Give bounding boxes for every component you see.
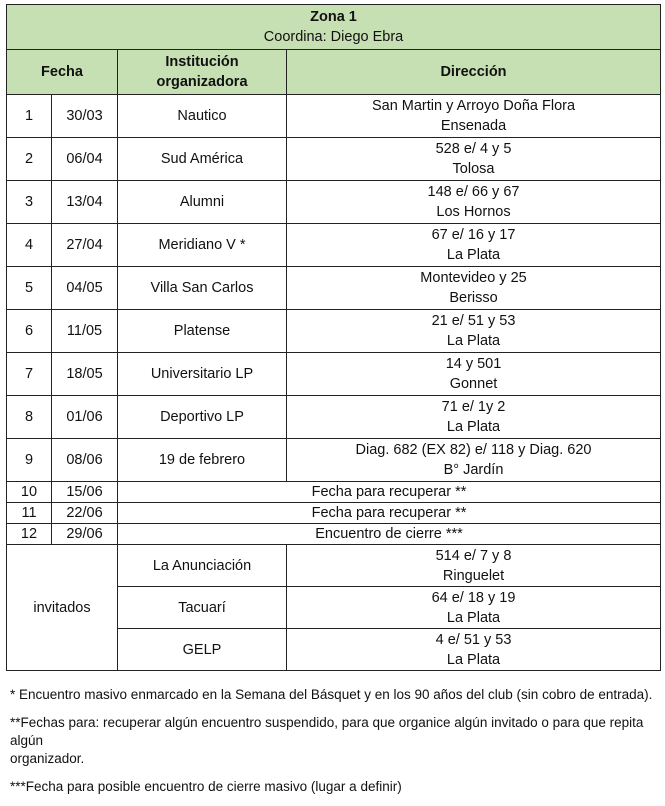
zone-coordinator: Coordina: Diego Ebra	[263, 29, 404, 45]
row-number: 11	[7, 503, 52, 524]
row-number: 7	[7, 353, 52, 396]
special-row	[7, 503, 661, 524]
address-line1: 14 y 501	[445, 356, 502, 372]
address-line2: La Plata	[446, 609, 501, 626]
row-address	[287, 353, 661, 396]
table-row	[7, 396, 661, 439]
address-line2: Tolosa	[452, 161, 495, 177]
row-address	[287, 545, 661, 587]
row-institution: Alumni	[118, 181, 287, 224]
row-date: 01/06	[52, 396, 118, 439]
row-address	[287, 629, 661, 671]
row-number: 9	[7, 439, 52, 482]
footnote-1: * Encuentro masivo enmarcado en la Semana del Básquet y en los 90 años del club (sin cobro de entrada).	[10, 687, 653, 702]
row-address	[287, 439, 661, 482]
row-date: 11/05	[52, 310, 118, 353]
zone-title-cell	[7, 5, 661, 50]
invited-label: invitados	[7, 545, 118, 671]
row-institution: Villa San Carlos	[118, 267, 287, 310]
address-line1: 148 e/ 66 y 67	[427, 184, 520, 200]
table-row	[7, 138, 661, 181]
row-date: 04/05	[52, 267, 118, 310]
row-number: 2	[7, 138, 52, 181]
address-line1: 514 e/ 7 y 8	[435, 547, 512, 564]
address-line1: 528 e/ 4 y 5	[435, 141, 512, 157]
row-institution: Nautico	[118, 95, 287, 138]
row-date: 13/04	[52, 181, 118, 224]
row-date: 27/04	[52, 224, 118, 267]
row-institution: Deportivo LP	[118, 396, 287, 439]
address-line2: Berisso	[449, 290, 498, 306]
header-direccion: Dirección	[287, 50, 661, 95]
row-address	[287, 396, 661, 439]
address-line1: Montevideo y 25	[420, 270, 527, 286]
row-number: 8	[7, 396, 52, 439]
row-address	[287, 224, 661, 267]
zone-title-row	[7, 5, 661, 50]
footnote-2-line2: organizador.	[10, 751, 85, 766]
row-address	[287, 587, 661, 629]
row-address	[287, 267, 661, 310]
row-number: 12	[7, 524, 52, 545]
address-line2: La Plata	[446, 247, 501, 263]
table-row	[7, 267, 661, 310]
table-row	[7, 310, 661, 353]
table-row	[7, 439, 661, 482]
row-number: 3	[7, 181, 52, 224]
zone-title: Zona 1	[310, 9, 357, 25]
header-institucion-line1: Institución	[165, 54, 239, 70]
row-number: 5	[7, 267, 52, 310]
row-institution: Platense	[118, 310, 287, 353]
special-row-text: Encuentro de cierre ***	[118, 524, 661, 545]
special-row	[7, 524, 661, 545]
address-line1: Diag. 682 (EX 82) e/ 118 y Diag. 620	[355, 442, 592, 458]
row-address	[287, 95, 661, 138]
special-row-text: Fecha para recuperar **	[118, 482, 661, 503]
row-date: 29/06	[52, 524, 118, 545]
special-row	[7, 482, 661, 503]
header-institucion-line2: organizadora	[156, 74, 248, 90]
table-row	[7, 224, 661, 267]
row-institution: GELP	[118, 629, 287, 671]
row-date: 30/03	[52, 95, 118, 138]
table-row	[7, 353, 661, 396]
row-date: 06/04	[52, 138, 118, 181]
schedule-table	[6, 4, 661, 671]
row-institution: 19 de febrero	[118, 439, 287, 482]
address-line2: Gonnet	[449, 376, 498, 392]
row-institution: Sud América	[118, 138, 287, 181]
header-fecha: Fecha	[7, 50, 118, 95]
row-number: 1	[7, 95, 52, 138]
row-date: 15/06	[52, 482, 118, 503]
row-institution: Universitario LP	[118, 353, 287, 396]
footnote-2-line1: **Fechas para: recuperar algún encuentro suspendido, para que organice algún invitado o para que repita algún	[10, 715, 644, 748]
address-line2: Ringuelet	[442, 567, 505, 584]
row-date: 08/06	[52, 439, 118, 482]
footnote-2	[10, 714, 660, 768]
row-address	[287, 138, 661, 181]
address-line2: Los Hornos	[436, 204, 511, 220]
footnote-3: ***Fecha para posible encuentro de cierre masivo (lugar a definir)	[10, 779, 402, 794]
address-line1: 21 e/ 51 y 53	[431, 313, 516, 329]
row-date: 18/05	[52, 353, 118, 396]
footnotes	[10, 686, 660, 806]
row-address	[287, 310, 661, 353]
address-line2: La Plata	[446, 419, 501, 435]
row-institution: Meridiano V *	[118, 224, 287, 267]
row-number: 4	[7, 224, 52, 267]
header-row	[7, 50, 661, 95]
row-institution: La Anunciación	[118, 545, 287, 587]
invited-row	[7, 545, 661, 587]
table-row	[7, 181, 661, 224]
row-institution: Tacuarí	[118, 587, 287, 629]
address-line1: 67 e/ 16 y 17	[431, 227, 516, 243]
address-line1: 71 e/ 1y 2	[441, 399, 506, 415]
address-line2: B° Jardín	[443, 462, 504, 478]
address-line2: La Plata	[446, 651, 501, 668]
row-number: 10	[7, 482, 52, 503]
table-row	[7, 95, 661, 138]
row-number: 6	[7, 310, 52, 353]
special-row-text: Fecha para recuperar **	[118, 503, 661, 524]
header-institucion	[118, 50, 287, 95]
row-date: 22/06	[52, 503, 118, 524]
address-line1: 4 e/ 51 y 53	[435, 631, 512, 648]
address-line2: Ensenada	[440, 118, 507, 134]
row-address	[287, 181, 661, 224]
address-line1: 64 e/ 18 y 19	[431, 589, 516, 606]
address-line1: San Martin y Arroyo Doña Flora	[371, 98, 576, 114]
address-line2: La Plata	[446, 333, 501, 349]
